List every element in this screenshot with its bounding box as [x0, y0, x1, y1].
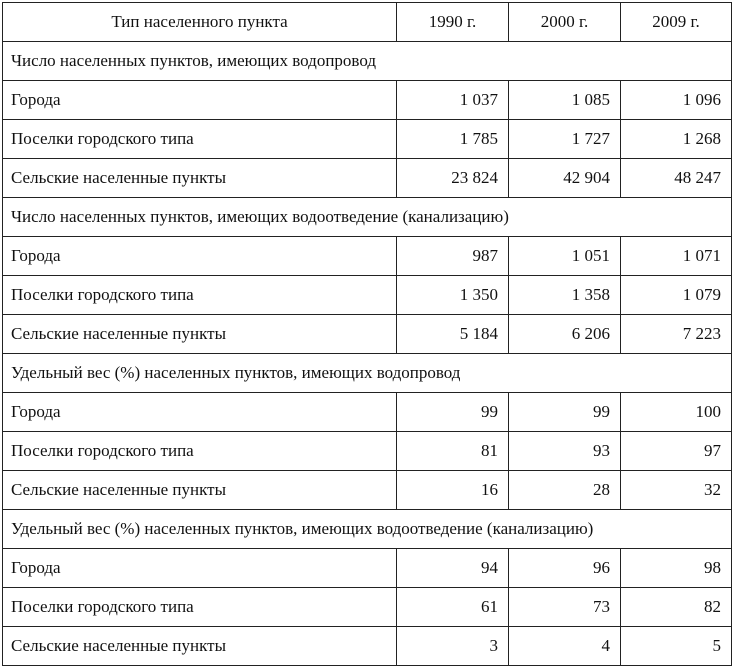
row-label: Поселки городского типа — [3, 120, 397, 159]
table-row — [3, 315, 732, 354]
table-row — [3, 549, 732, 588]
section-title: Число населенных пунктов, имеющих водоотведение (канализацию) — [3, 198, 732, 237]
table-row — [3, 276, 732, 315]
cell-1990: 94 — [397, 549, 509, 588]
cell-2000: 42 904 — [509, 159, 621, 198]
cell-1990: 1 037 — [397, 81, 509, 120]
section-title: Удельный вес (%) населенных пунктов, имеющих водоотведение (канализацию) — [3, 510, 732, 549]
cell-2000: 28 — [509, 471, 621, 510]
row-label: Поселки городского типа — [3, 276, 397, 315]
cell-2000: 1 051 — [509, 237, 621, 276]
table-row — [3, 432, 732, 471]
table-row — [3, 627, 732, 666]
cell-2009: 7 223 — [621, 315, 732, 354]
header-year-1990: 1990 г. — [397, 3, 509, 42]
table-row — [3, 81, 732, 120]
cell-1990: 23 824 — [397, 159, 509, 198]
cell-2000: 6 206 — [509, 315, 621, 354]
cell-2000: 1 358 — [509, 276, 621, 315]
cell-2000: 1 727 — [509, 120, 621, 159]
cell-1990: 987 — [397, 237, 509, 276]
cell-2000: 93 — [509, 432, 621, 471]
cell-1990: 16 — [397, 471, 509, 510]
row-label: Сельские населенные пункты — [3, 159, 397, 198]
cell-2009: 100 — [621, 393, 732, 432]
row-label: Поселки городского типа — [3, 432, 397, 471]
cell-2009: 97 — [621, 432, 732, 471]
cell-1990: 61 — [397, 588, 509, 627]
cell-2009: 1 268 — [621, 120, 732, 159]
header-year-2009: 2009 г. — [621, 3, 732, 42]
cell-1990: 3 — [397, 627, 509, 666]
cell-2009: 1 096 — [621, 81, 732, 120]
row-label: Сельские населенные пункты — [3, 315, 397, 354]
cell-2009: 48 247 — [621, 159, 732, 198]
cell-2009: 1 079 — [621, 276, 732, 315]
table-row — [3, 237, 732, 276]
header-row — [3, 3, 732, 42]
section-row — [3, 42, 732, 81]
table-row — [3, 471, 732, 510]
cell-2009: 32 — [621, 471, 732, 510]
section-row — [3, 198, 732, 237]
row-label: Сельские населенные пункты — [3, 471, 397, 510]
cell-2009: 98 — [621, 549, 732, 588]
row-label: Сельские населенные пункты — [3, 627, 397, 666]
section-row — [3, 354, 732, 393]
table-row — [3, 159, 732, 198]
cell-2009: 82 — [621, 588, 732, 627]
row-label: Поселки городского типа — [3, 588, 397, 627]
row-label: Города — [3, 393, 397, 432]
cell-1990: 1 785 — [397, 120, 509, 159]
section-title: Удельный вес (%) населенных пунктов, имеющих водопровод — [3, 354, 732, 393]
header-type: Тип населенного пункта — [3, 3, 397, 42]
row-label: Города — [3, 237, 397, 276]
table-row — [3, 393, 732, 432]
header-year-2000: 2000 г. — [509, 3, 621, 42]
cell-2000: 73 — [509, 588, 621, 627]
table-row — [3, 120, 732, 159]
cell-1990: 81 — [397, 432, 509, 471]
cell-2009: 1 071 — [621, 237, 732, 276]
row-label: Города — [3, 81, 397, 120]
settlements-table — [2, 2, 732, 666]
row-label: Города — [3, 549, 397, 588]
section-title: Число населенных пунктов, имеющих водопровод — [3, 42, 732, 81]
cell-2000: 1 085 — [509, 81, 621, 120]
cell-2000: 96 — [509, 549, 621, 588]
cell-1990: 99 — [397, 393, 509, 432]
cell-2000: 4 — [509, 627, 621, 666]
section-row — [3, 510, 732, 549]
cell-1990: 1 350 — [397, 276, 509, 315]
cell-1990: 5 184 — [397, 315, 509, 354]
table-row — [3, 588, 732, 627]
cell-2000: 99 — [509, 393, 621, 432]
cell-2009: 5 — [621, 627, 732, 666]
